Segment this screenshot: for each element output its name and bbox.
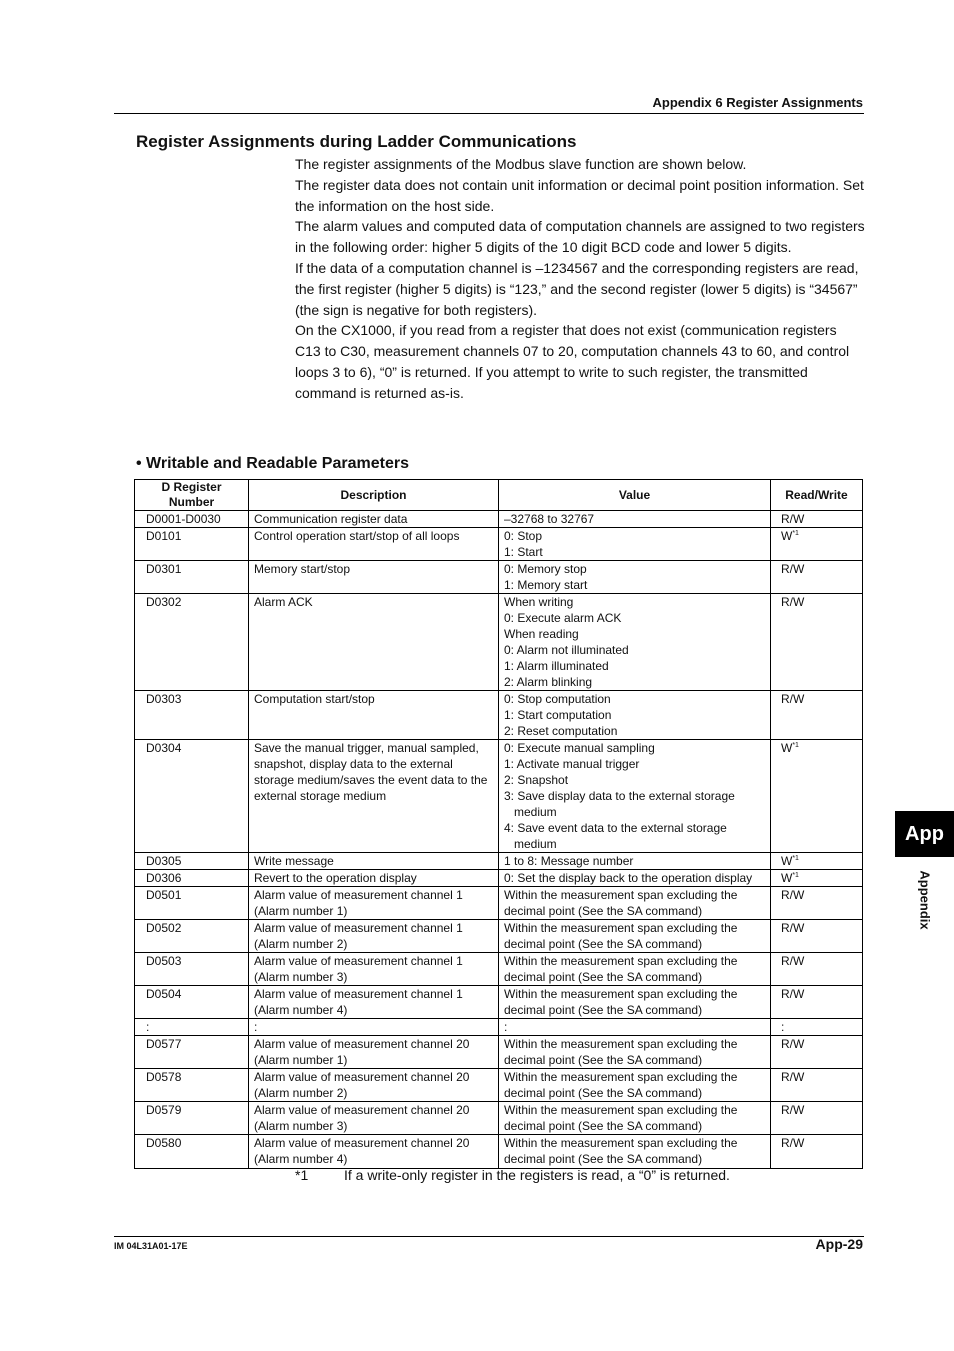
value-line: –32768 to 32767 [504,512,595,526]
value-line: Within the measurement span excluding the [504,1136,738,1150]
cell-description: Alarm value of measurement channel 1 (Alarm number 4) [249,986,499,1019]
running-header: Appendix 6 Register Assignments [652,95,863,110]
cell-read-write [771,511,863,528]
table-row [135,1135,863,1169]
value-line: decimal point (See the SA command) [504,970,703,984]
cell-description: : [249,1019,499,1036]
cell-register: D0503 [135,953,249,986]
cell-value [499,853,771,870]
value-line: 2: Snapshot [504,773,569,787]
cell-description: Save the manual trigger, manual sampled, snapshot, display data to the external storage medium/saves the event data to the external storage medium [249,740,499,853]
value-line: Within the measurement span excluding the [504,1037,738,1051]
value-line: Within the measurement span excluding the [504,954,738,968]
read-write-value: W [781,529,793,543]
cell-value [499,1019,771,1036]
cell-read-write [771,561,863,594]
cell-description: Write message [249,853,499,870]
cell-read-write [771,594,863,691]
read-write-value: W [781,871,793,885]
cell-read-write [771,1019,863,1036]
value-line: medium [504,805,557,819]
table-row [135,740,863,853]
page-number: App-29 [815,1236,863,1252]
value-line: 1: Alarm illuminated [504,659,609,673]
footnote-reference: *1 [792,855,799,862]
cell-register: D0302 [135,594,249,691]
cell-value [499,887,771,920]
intro-paragraph: On the CX1000, if you read from a register that does not exist (communication registers C13 to C30, measurement channels 07 to 20, computation channels 43 to 60, and control loops 3 to 6), “0” is returned. If you attempt to write to such register, the transmitted command is returned as-is. [295,322,850,401]
value-line: 1: Activate manual trigger [504,757,640,771]
value-line: When reading [504,627,579,641]
value-line: 2: Reset computation [504,724,618,738]
header-register-line: Number [168,495,215,509]
value-line: 1: Start computation [504,708,612,722]
cell-value [499,1135,771,1169]
cell-read-write [771,953,863,986]
table-row [135,986,863,1019]
value-line: 0: Stop computation [504,692,611,706]
read-write-value: R/W [781,1103,805,1117]
cell-value [499,1102,771,1135]
value-line: Within the measurement span excluding the [504,1070,738,1084]
cell-read-write [771,740,863,853]
value-line: 1: Memory start [504,578,588,592]
value-line: decimal point (See the SA command) [504,1053,703,1067]
read-write-value: R/W [781,1070,805,1084]
value-line: 1 to 8: Message number [504,854,634,868]
cell-read-write [771,887,863,920]
value-line: medium [504,837,557,851]
cell-description: Alarm value of measurement channel 20 (Alarm number 3) [249,1102,499,1135]
appendix-vertical-label: Appendix [917,870,933,930]
value-line: Within the measurement span excluding the [504,987,738,1001]
footnote-mark: *1 [295,1167,309,1183]
cell-value [499,1036,771,1069]
register-table [134,479,863,1169]
cell-description: Control operation start/stop of all loops [249,528,499,561]
read-write-value: W [781,854,793,868]
cell-read-write [771,1036,863,1069]
read-write-value: R/W [781,1136,805,1150]
cell-description: Alarm value of measurement channel 1 (Alarm number 3) [249,953,499,986]
section-heading: Register Assignments during Ladder Communications [136,132,577,151]
cell-description: Alarm value of measurement channel 20 (Alarm number 1) [249,1036,499,1069]
header-rule [114,113,864,114]
table-row [135,953,863,986]
value-line: When writing [504,595,574,609]
table-row [135,887,863,920]
value-line: 4: Save event data to the external storage [504,821,727,835]
cell-value [499,561,771,594]
cell-description: Alarm value of measurement channel 20 (Alarm number 4) [249,1135,499,1169]
cell-read-write [771,1102,863,1135]
cell-value [499,528,771,561]
cell-read-write [771,870,863,887]
intro-paragraph: The register data does not contain unit information or decimal point position information. Set the information on the host side. [295,176,864,214]
value-line: 2: Alarm blinking [504,675,593,689]
header-register-number [135,480,249,511]
cell-description: Communication register data [249,511,499,528]
cell-value [499,953,771,986]
intro-paragraph: The register assignments of the Modbus slave function are shown below. [295,156,747,172]
cell-value [499,594,771,691]
read-write-value: R/W [781,1037,805,1051]
cell-description: Alarm value of measurement channel 1 (Alarm number 2) [249,920,499,953]
table-row [135,561,863,594]
cell-register: D0001-D0030 [135,511,249,528]
cell-read-write [771,528,863,561]
read-write-value: R/W [781,987,805,1001]
cell-value [499,511,771,528]
table-header-row [135,480,863,511]
cell-register: D0579 [135,1102,249,1135]
cell-value [499,1069,771,1102]
footnote-text: If a write-only register in the registers is read, a “0” is returned. [344,1167,730,1183]
value-line: 1: Start [504,545,543,559]
cell-description: Memory start/stop [249,561,499,594]
value-line: 0: Execute manual sampling [504,741,655,755]
table-row [135,511,863,528]
table-row [135,1069,863,1102]
value-line: 3: Save display data to the external storage [504,789,735,803]
table-row [135,594,863,691]
subsection-heading: • Writable and Readable Parameters [136,455,409,472]
document-id: IM 04L31A01-17E [114,1241,188,1251]
cell-description: Alarm value of measurement channel 20 (Alarm number 2) [249,1069,499,1102]
cell-read-write [771,853,863,870]
table-row [135,1036,863,1069]
read-write-value: R/W [781,562,805,576]
footnote [295,1167,730,1183]
value-line: 0: Memory stop [504,562,587,576]
cell-register: D0504 [135,986,249,1019]
read-write-value: R/W [781,954,805,968]
cell-register: D0580 [135,1135,249,1169]
cell-description: Alarm value of measurement channel 1 (Alarm number 1) [249,887,499,920]
value-line: decimal point (See the SA command) [504,937,703,951]
cell-register: D0306 [135,870,249,887]
cell-value [499,691,771,740]
footnote-reference: *1 [792,742,799,749]
value-line: decimal point (See the SA command) [504,1003,703,1017]
cell-value [499,870,771,887]
value-line: decimal point (See the SA command) [504,1152,703,1166]
value-line: 0: Alarm not illuminated [504,643,629,657]
cell-read-write [771,691,863,740]
read-write-value: W [781,741,793,755]
read-write-value: R/W [781,595,805,609]
table-row [135,691,863,740]
cell-read-write [771,920,863,953]
cell-read-write [771,1135,863,1169]
cell-register: D0303 [135,691,249,740]
intro-text [295,154,865,404]
cell-value [499,920,771,953]
cell-register: : [135,1019,249,1036]
cell-register: D0305 [135,853,249,870]
cell-register: D0501 [135,887,249,920]
read-write-value: R/W [781,512,805,526]
header-description: Description [249,480,499,511]
header-read-write: Read/Write [771,480,863,511]
value-line: decimal point (See the SA command) [504,904,703,918]
cell-description: Computation start/stop [249,691,499,740]
appendix-tab: App [895,811,954,857]
header-value: Value [499,480,771,511]
cell-register: D0101 [135,528,249,561]
cell-register: D0304 [135,740,249,853]
table-row [135,1102,863,1135]
value-line: : [504,1020,508,1034]
cell-description: Alarm ACK [249,594,499,691]
cell-register: D0502 [135,920,249,953]
read-write-value: R/W [781,921,805,935]
intro-paragraph: The alarm values and computed data of computation channels are assigned to two registers in the following order: higher 5 digits of the 10 digit BCD code and lower 5 digits. [295,218,865,256]
value-line: decimal point (See the SA command) [504,1119,703,1133]
table-row [135,1019,863,1036]
value-line: Within the measurement span excluding the [504,888,738,902]
cell-description: Revert to the operation display [249,870,499,887]
value-line: decimal point (See the SA command) [504,1086,703,1100]
cell-register: D0301 [135,561,249,594]
intro-paragraph: If the data of a computation channel is –1234567 and the corresponding registers are read, the first register (higher 5 digits) is “123,” and the second register (lower 5 digits) is “34567” (the sign is negative for both registers). [295,259,859,318]
value-line: Within the measurement span excluding the [504,1103,738,1117]
table-body [135,511,863,1169]
header-register-line: D Register [161,480,222,494]
read-write-value: R/W [781,692,805,706]
value-line: 0: Set the display back to the operation display [504,871,753,885]
footer-rule [114,1236,864,1237]
table-row [135,870,863,887]
table-row [135,920,863,953]
footnote-reference: *1 [792,530,799,537]
value-line: 0: Execute alarm ACK [504,611,622,625]
cell-value [499,740,771,853]
cell-read-write [771,1069,863,1102]
cell-register: D0578 [135,1069,249,1102]
read-write-value: : [781,1020,785,1034]
value-line: 0: Stop [504,529,543,543]
cell-register: D0577 [135,1036,249,1069]
value-line: Within the measurement span excluding the [504,921,738,935]
cell-value [499,986,771,1019]
table-row [135,528,863,561]
cell-read-write [771,986,863,1019]
footnote-reference: *1 [792,872,799,879]
table-row [135,853,863,870]
read-write-value: R/W [781,888,805,902]
